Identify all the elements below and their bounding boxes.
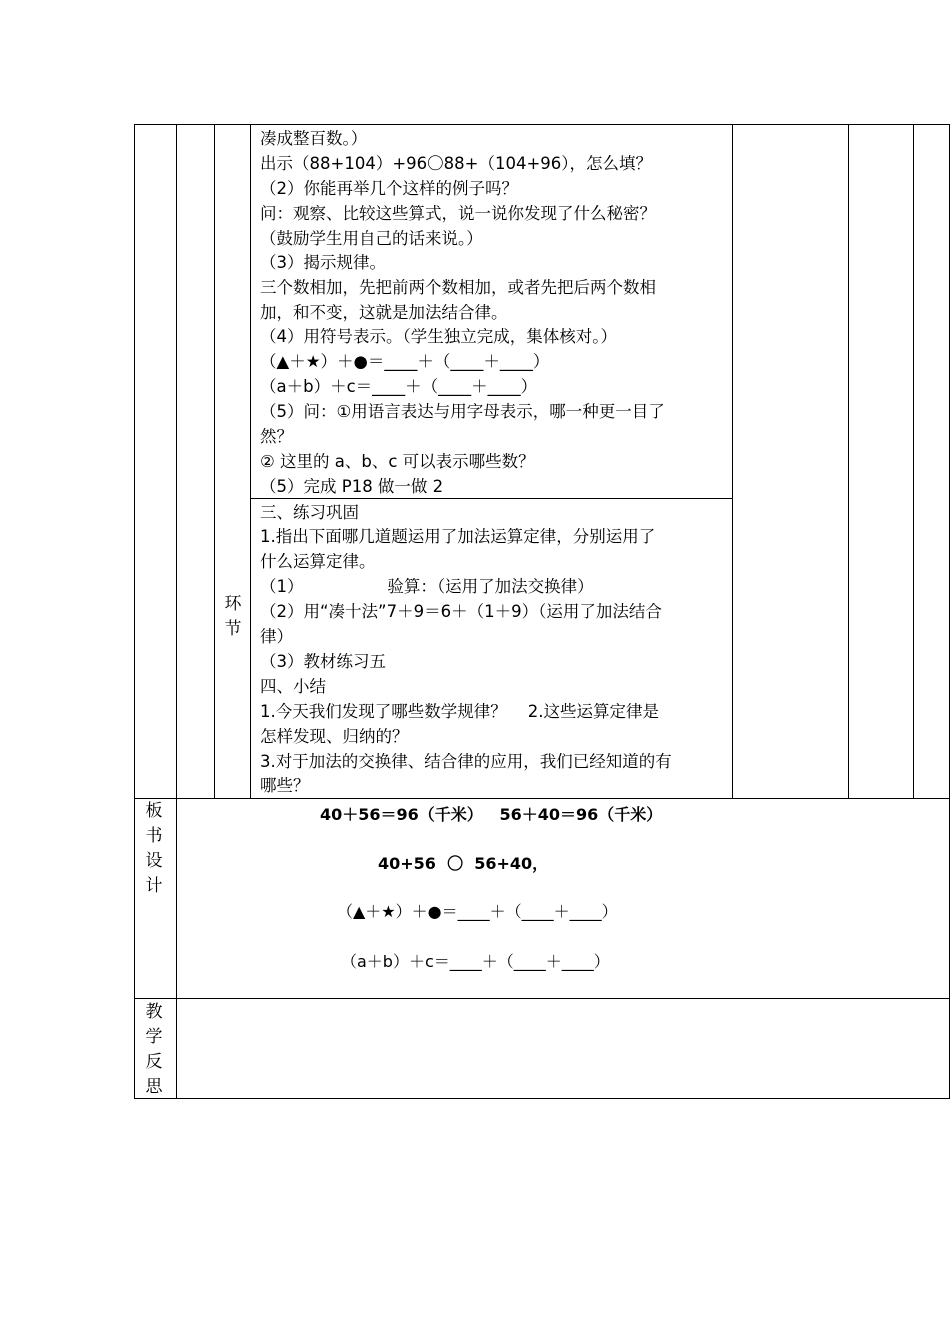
process-line: （▲＋★）＋●＝____＋（____＋____）	[260, 352, 550, 371]
board-label-char: 设	[145, 851, 163, 871]
reflection-label-char: 思	[145, 1077, 163, 1097]
col-divider-4	[732, 124, 733, 799]
practice-line: （1） 验算：（运用了加法交换律）	[260, 577, 594, 596]
board-label-char: 板	[145, 801, 163, 821]
process-line: （a＋b）＋c＝____＋（____＋____）	[260, 377, 538, 396]
reflection-label-char: 反	[145, 1052, 163, 1072]
practice-line: （2）用“凑十法”7＋9＝6＋（1＋9）（运用了加法结合	[260, 602, 662, 621]
practice-line: 律）	[260, 627, 293, 646]
process-line: （3）揭示规律。	[260, 253, 386, 272]
practice-line: 哪些？	[260, 776, 310, 795]
process-line: （5）问：①用语言表达与用字母表示，哪一种更一目了	[260, 402, 665, 421]
practice-line: 1.指出下面哪几道题运用了加法运算定律，分别运用了	[260, 527, 656, 546]
board-label-char: 计	[145, 876, 163, 896]
col-divider-3	[250, 124, 251, 799]
table-left-border	[134, 124, 135, 1099]
practice-side-char: 环	[224, 594, 242, 614]
process-line: 问：观察、比较这些算式，说一说你发现了什么秘密？	[260, 204, 656, 223]
process-line: 出示（88+104）+96〇88+（104+96），怎么填？	[260, 154, 653, 173]
practice-line: （3）教材练习五	[260, 652, 386, 671]
process-line: 然？	[260, 427, 293, 446]
col-divider-2	[214, 124, 215, 799]
practice-side-char: 节	[224, 619, 242, 639]
practice-line: 什么运算定律。	[260, 552, 376, 571]
col-divider-6	[913, 124, 914, 799]
col-divider-1	[176, 124, 177, 1099]
board-line-letters: （a＋b）＋c＝____＋（____＋____）	[341, 952, 610, 971]
practice-line: 三、练习巩固	[260, 503, 359, 522]
process-line: （2）你能再举几个这样的例子吗？	[260, 179, 518, 198]
board-line-symbols: （▲＋★）＋●＝____＋（____＋____）	[337, 902, 618, 921]
board-line-distance: 40＋56＝96（千米） 56＋40＝96（千米）	[320, 805, 663, 824]
process-line: （鼓励学生用自己的话来说。）	[260, 229, 483, 248]
process-line: 三个数相加，先把前两个数相加，或者先把后两个数相	[260, 278, 656, 297]
table-bottom-border	[134, 1098, 950, 1099]
row-divider-board	[134, 798, 950, 799]
practice-line: 怎样发现、归纳的？	[260, 727, 409, 746]
practice-line: 1.今天我们发现了哪些数学规律？ 2.这些运算定律是	[260, 702, 659, 721]
process-line: ② 这里的 a、b、c 可以表示哪些数？	[260, 452, 535, 471]
reflection-content-cell	[177, 999, 949, 1098]
col-divider-5	[848, 124, 849, 799]
reflection-label-char: 学	[145, 1027, 163, 1047]
practice-line: 四、小结	[260, 677, 326, 696]
process-line: 凑成整百数。）	[260, 129, 368, 148]
practice-line: 3.对于加法的交换律、结合律的应用，我们已经知道的有	[260, 752, 672, 771]
process-line: （4）用符号表示。（学生独立完成，集体核对。）	[260, 327, 617, 346]
board-line-compare: 40+56 〇 56+40，	[378, 854, 549, 873]
board-label-char: 书	[145, 826, 163, 846]
reflection-label-char: 教	[145, 1002, 163, 1022]
process-line: 加，和不变，这就是加法结合律。	[260, 303, 508, 322]
process-line: （5）完成 P18 做一做 2	[260, 477, 444, 496]
table-top-border	[134, 124, 950, 125]
